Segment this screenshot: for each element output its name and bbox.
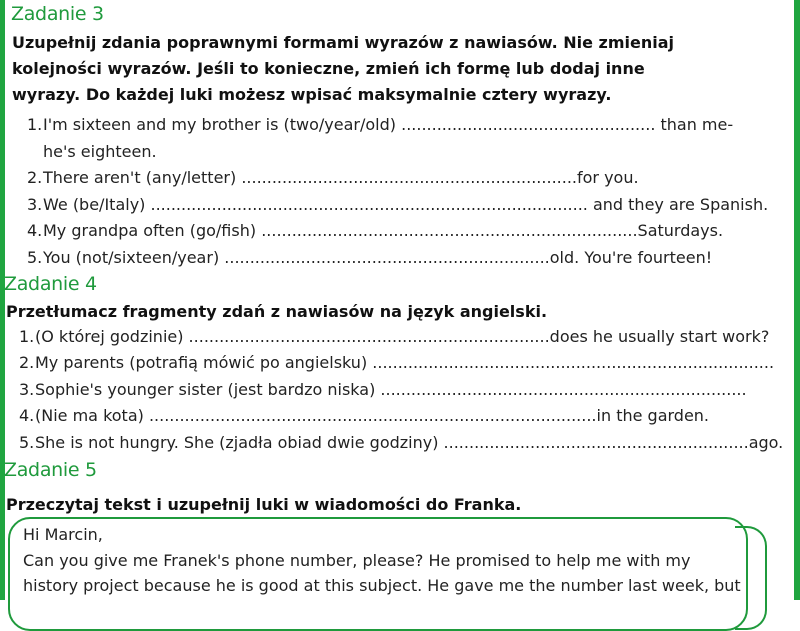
- task-3-instruction-line-1: Uzupełnij zdania poprawnymi formami wyrazów z nawiasów. Nie zmieniaj: [12, 33, 675, 52]
- left-frame-border: [0, 0, 5, 600]
- task-4-instruction: Przetłumacz fragmenty zdań z nawiasów na język angielski.: [6, 302, 548, 321]
- message-line-1: Hi Marcin,: [23, 525, 103, 544]
- right-frame-border: [794, 0, 800, 600]
- task-3-item-5: 5.You (not/sixteen/year) ................................................................old. You're fourteen!: [27, 248, 713, 267]
- task-3-heading: Zadanie 3: [11, 3, 104, 25]
- task-3-item-4: 4.My grandpa often (go/fish) ..........................................................................Saturdays.: [27, 221, 724, 240]
- task-3-item-1: 1.I'm sixteen and my brother is (two/year/old) .................................................. than me-: [27, 115, 734, 134]
- task-4-heading: Zadanie 4: [4, 273, 97, 295]
- task-4-item-4: 4.(Nie ma kota) ........................................................................................in the garden.: [19, 406, 710, 425]
- task-3-item-3: 3.We (be/Italy) ...................................................................................... and they are Spanish.: [27, 195, 769, 214]
- task-4-item-5: 5.She is not hungry. She (zjadła obiad dwie godziny) ............................................................ago.: [19, 433, 784, 452]
- task-3-item-1-continuation: he's eighteen.: [43, 142, 157, 161]
- message-box: [8, 517, 748, 631]
- task-3-instruction-line-3: wyrazy. Do każdej luki możesz wpisać maksymalnie cztery wyrazy.: [12, 85, 612, 104]
- message-line-3: history project because he is good at this subject. He gave me the number last week, but: [23, 576, 741, 595]
- task-4-item-1: 1.(O której godzinie) .......................................................................does he usually start work?: [19, 327, 770, 346]
- message-line-2: Can you give me Franek's phone number, please? He promised to help me with my: [23, 551, 691, 570]
- task-3-instruction-line-2: kolejności wyrazów. Jeśli to konieczne, zmień ich formę lub dodaj inne: [12, 59, 645, 78]
- task-5-instruction: Przeczytaj tekst i uzupełnij luki w wiadomości do Franka.: [6, 495, 522, 514]
- task-4-item-2: 2.My parents (potrafią mówić po angielsku) ...............................................................................: [19, 353, 775, 372]
- task-3-item-2: 2.There aren't (any/letter) ..................................................................for you.: [27, 168, 639, 187]
- task-5-heading: Zadanie 5: [4, 459, 97, 481]
- task-4-item-3: 3.Sophie's younger sister (jest bardzo niska) ........................................................................: [19, 380, 747, 399]
